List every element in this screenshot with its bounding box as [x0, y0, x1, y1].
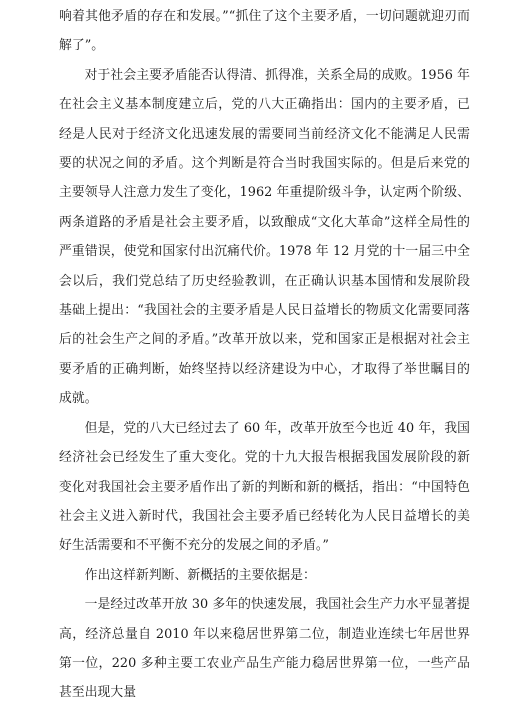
paragraph-5: 一是经过改革开放 30 多年的快速发展，我国社会生产力水平显著提高，经济总量自 2010 年以来稳居世界第二位，制造业连续七年居世界第一位，220 多种主要工农业产品生产能力稳居世界第一位，一些产品甚至出现大量 [59, 597, 470, 701]
paragraph-1: 响着其他矛盾的存在和发展。”“抓住了这个主要矛盾，一切问题就迎刃而解了”。 [59, 9, 470, 54]
document-body [59, 2, 470, 708]
paragraph-3: 但是，党的八大已经过去了 60 年，改革开放至今也近 40 年，我国经济社会已经发生了重大变化。党的十九大报告根据我国发展阶段的新变化对我国社会主要矛盾作出了新的判断和新的概括，指出：“中国特色社会主义进入新时代，我国社会主要矛盾已经转化为人民日益增长的美好生活需要和不平衡不充分的发展之间的矛盾。” [59, 420, 470, 554]
paragraph-2: 对于社会主要矛盾能否认得清、抓得准，关系全局的成败。1956 年在社会主义基本制度建立后，党的八大正确指出：国内的主要矛盾，已经是人民对于经济文化迅速发展的需要同当前经济文化不能满足人民需要的状况之间的矛盾。这个判断是符合当时我国实际的。但是后来党的主要领导人注意力发生了变化，1962 年重提阶级斗争，认定两个阶级、两条道路的矛盾是社会主要矛盾，以致酿成“文化大革命”这样全局性的严重错误，使党和国家付出沉痛代价。1978 年 12 月党的十一届三中全会以后，我们党总结了历史经验教训，在正确认识基本国情和发展阶段基础上提出：“我国社会的主要矛盾是人民日益增长的物质文化需要同落后的社会生产之间的矛盾。”改革开放以来，党和国家正是根据对社会主要矛盾的正确判断，始终坚持以经济建设为中心，才取得了举世瞩目的成就。 [59, 67, 470, 407]
paragraph-4: 作出这样新判断、新概括的主要依据是： [84, 567, 316, 583]
